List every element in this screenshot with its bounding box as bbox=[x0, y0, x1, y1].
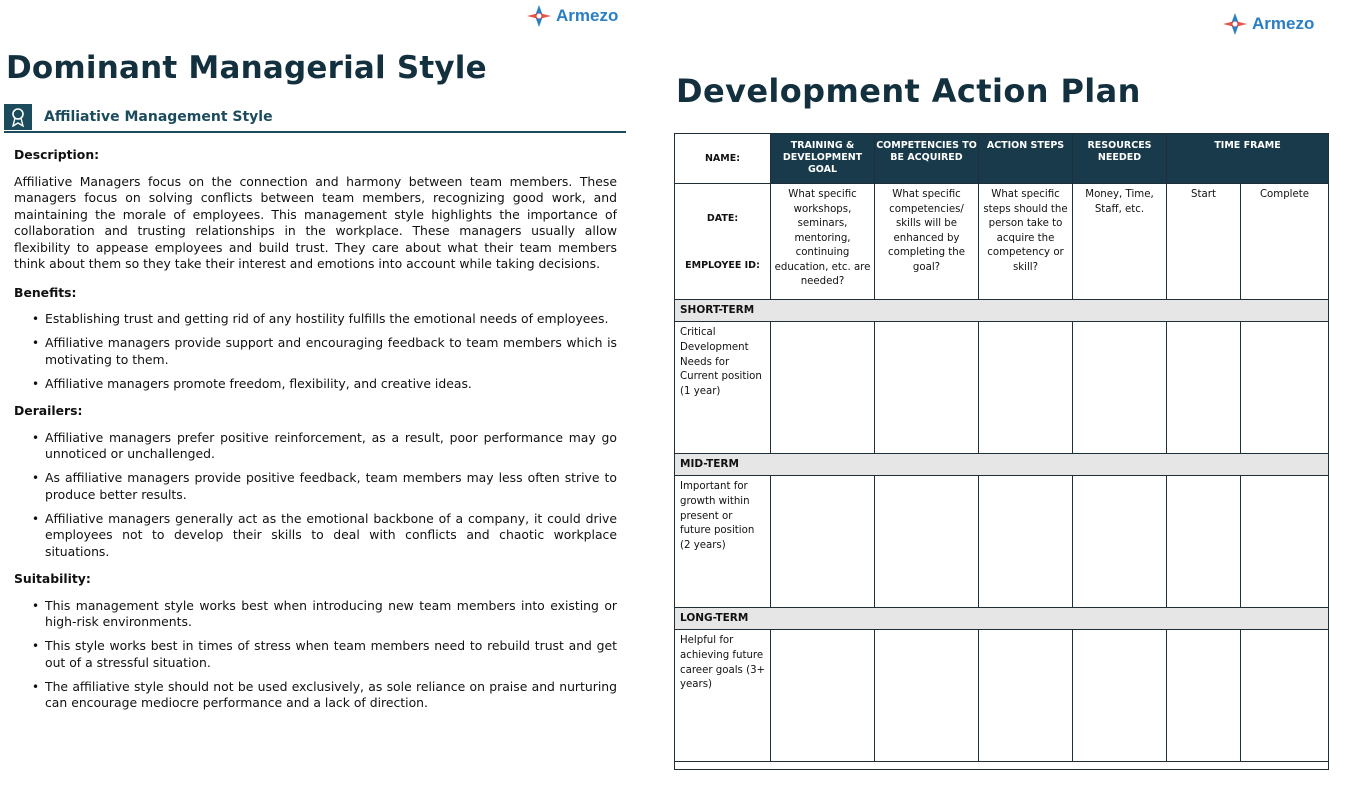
armezo-logo-icon bbox=[1222, 12, 1248, 36]
table-cell[interactable] bbox=[771, 476, 875, 608]
table-cell[interactable] bbox=[875, 476, 979, 608]
table-cell[interactable] bbox=[1241, 630, 1329, 762]
section-row-short-term bbox=[675, 300, 1329, 322]
benefits-label: Benefits: bbox=[14, 284, 77, 300]
table-cell[interactable] bbox=[771, 322, 875, 454]
section-row-mid-term bbox=[675, 454, 1329, 476]
style-header bbox=[4, 103, 626, 133]
section-row-long-term bbox=[675, 608, 1329, 630]
hint-start: Start bbox=[1167, 184, 1241, 300]
list-item: • Affiliative managers prefer positive reinforcement, as a result, poor performance may go unnoticed or unchallenged. bbox=[14, 430, 617, 463]
action-plan-page bbox=[660, 0, 1364, 808]
list-item: • This management style works best when introducing new team members into existing or high-risk environments. bbox=[14, 598, 617, 631]
hint-competencies: What specific competencies/ skills will be enhanced by completing the goal? bbox=[875, 184, 979, 300]
brand-logo bbox=[526, 4, 618, 28]
style-name: Affiliative Management Style bbox=[44, 109, 273, 125]
description-label: Description: bbox=[14, 147, 100, 162]
suitability-label: Suitability: bbox=[14, 571, 91, 586]
derailers-label: Derailers: bbox=[14, 403, 83, 418]
table-cell[interactable] bbox=[1241, 322, 1329, 454]
date-employee-cell bbox=[675, 184, 771, 300]
page-title: Dominant Managerial Style bbox=[6, 50, 487, 86]
table-cell[interactable] bbox=[1073, 322, 1167, 454]
list-item: • Affiliative managers provide support and encouraging feedback to team members which is motivating to them. bbox=[14, 335, 617, 368]
table-row bbox=[675, 630, 1329, 762]
section-description: Helpful for achieving future career goals (3+ years) bbox=[675, 630, 771, 762]
table-cell[interactable] bbox=[1073, 476, 1167, 608]
name-label: NAME: bbox=[675, 134, 771, 184]
style-content bbox=[14, 147, 617, 723]
employee-id-label: EMPLOYEE ID: bbox=[685, 259, 760, 271]
section-label: LONG-TERM bbox=[675, 608, 1329, 630]
table-cell[interactable] bbox=[1167, 476, 1241, 608]
list-item: • Affiliative managers generally act as the emotional backbone of a company, it could drive employees not to develop their skills to deal with conflicts and chaotic workplace situations. bbox=[14, 511, 617, 561]
list-item: • Establishing trust and getting rid of any hostility fulfills the emotional needs of employees. bbox=[14, 311, 617, 328]
table-row bbox=[675, 476, 1329, 608]
hint-complete: Complete bbox=[1241, 184, 1329, 300]
column-header-training: TRAINING & DEVELOPMENT GOAL bbox=[771, 134, 875, 184]
table-cell[interactable] bbox=[875, 322, 979, 454]
table-row bbox=[675, 322, 1329, 454]
benefits-list bbox=[14, 311, 617, 392]
table-cell[interactable] bbox=[1073, 630, 1167, 762]
brand-logo bbox=[1222, 12, 1314, 36]
table-row bbox=[675, 762, 1329, 770]
table-row bbox=[675, 184, 1329, 300]
brand-name: Armezo bbox=[556, 6, 619, 25]
table-cell[interactable] bbox=[771, 630, 875, 762]
table-cell[interactable] bbox=[979, 630, 1073, 762]
column-header-action-steps: ACTION STEPS bbox=[979, 134, 1073, 184]
page-title: Development Action Plan bbox=[676, 72, 1141, 110]
hint-action-steps: What specific steps should the person take to acquire the competency or skill? bbox=[979, 184, 1073, 300]
list-item: • Affiliative managers promote freedom, flexibility, and creative ideas. bbox=[14, 376, 617, 393]
action-plan-table bbox=[674, 133, 1329, 770]
section-label: SHORT-TERM bbox=[675, 300, 1329, 322]
section-label: MID-TERM bbox=[675, 454, 1329, 476]
list-item: • The affiliative style should not be used exclusively, as sole reliance on praise and nurturing can encourage mediocre performance and a lack of direction. bbox=[14, 679, 617, 712]
column-header-time-frame: TIME FRAME bbox=[1167, 134, 1329, 184]
table-cell[interactable] bbox=[875, 630, 979, 762]
table-cell[interactable] bbox=[979, 476, 1073, 608]
suitability-list bbox=[14, 598, 617, 712]
table-cell[interactable] bbox=[1167, 322, 1241, 454]
section-description: Important for growth within present or future position (2 years) bbox=[675, 476, 771, 608]
list-item: • This style works best in times of stress when team members need to rebuild trust and get out of a stressful situation. bbox=[14, 638, 617, 671]
description-text: Affiliative Managers focus on the connection and harmony between team members. These managers focus on solving conflicts between team members, recognizing good work, and maintaining the morale of employees. This management style highlights the importance of collaboration and trusting relationships in the workplace. These managers usually allow flexibility to appease employees and build trust. They care about what their team members think about them so they take their interest and emotions into account while taking decisions. bbox=[14, 173, 617, 271]
table-cell[interactable] bbox=[979, 322, 1073, 454]
section-description: Critical Development Needs for Current position (1 year) bbox=[675, 322, 771, 454]
managerial-style-page bbox=[0, 0, 640, 808]
table-cell[interactable] bbox=[1241, 476, 1329, 608]
column-header-resources: RESOURCES NEEDED bbox=[1073, 134, 1167, 184]
hint-training: What specific workshops, seminars, mentoring, continuing education, etc. are needed? bbox=[771, 184, 875, 300]
award-ribbon-icon bbox=[4, 104, 32, 130]
armezo-logo-icon bbox=[526, 4, 552, 28]
column-header-competencies: COMPETENCIES TO BE ACQUIRED bbox=[875, 134, 979, 184]
date-label: DATE: bbox=[706, 212, 739, 224]
hint-resources: Money, Time, Staff, etc. bbox=[1073, 184, 1167, 300]
brand-name: Armezo bbox=[1252, 14, 1315, 33]
table-row bbox=[675, 134, 1329, 184]
table-cell bbox=[675, 762, 1329, 770]
list-item: • As affiliative managers provide positive feedback, team members may less often strive to produce better results. bbox=[14, 470, 617, 503]
table-cell[interactable] bbox=[1167, 630, 1241, 762]
derailers-list bbox=[14, 430, 617, 561]
